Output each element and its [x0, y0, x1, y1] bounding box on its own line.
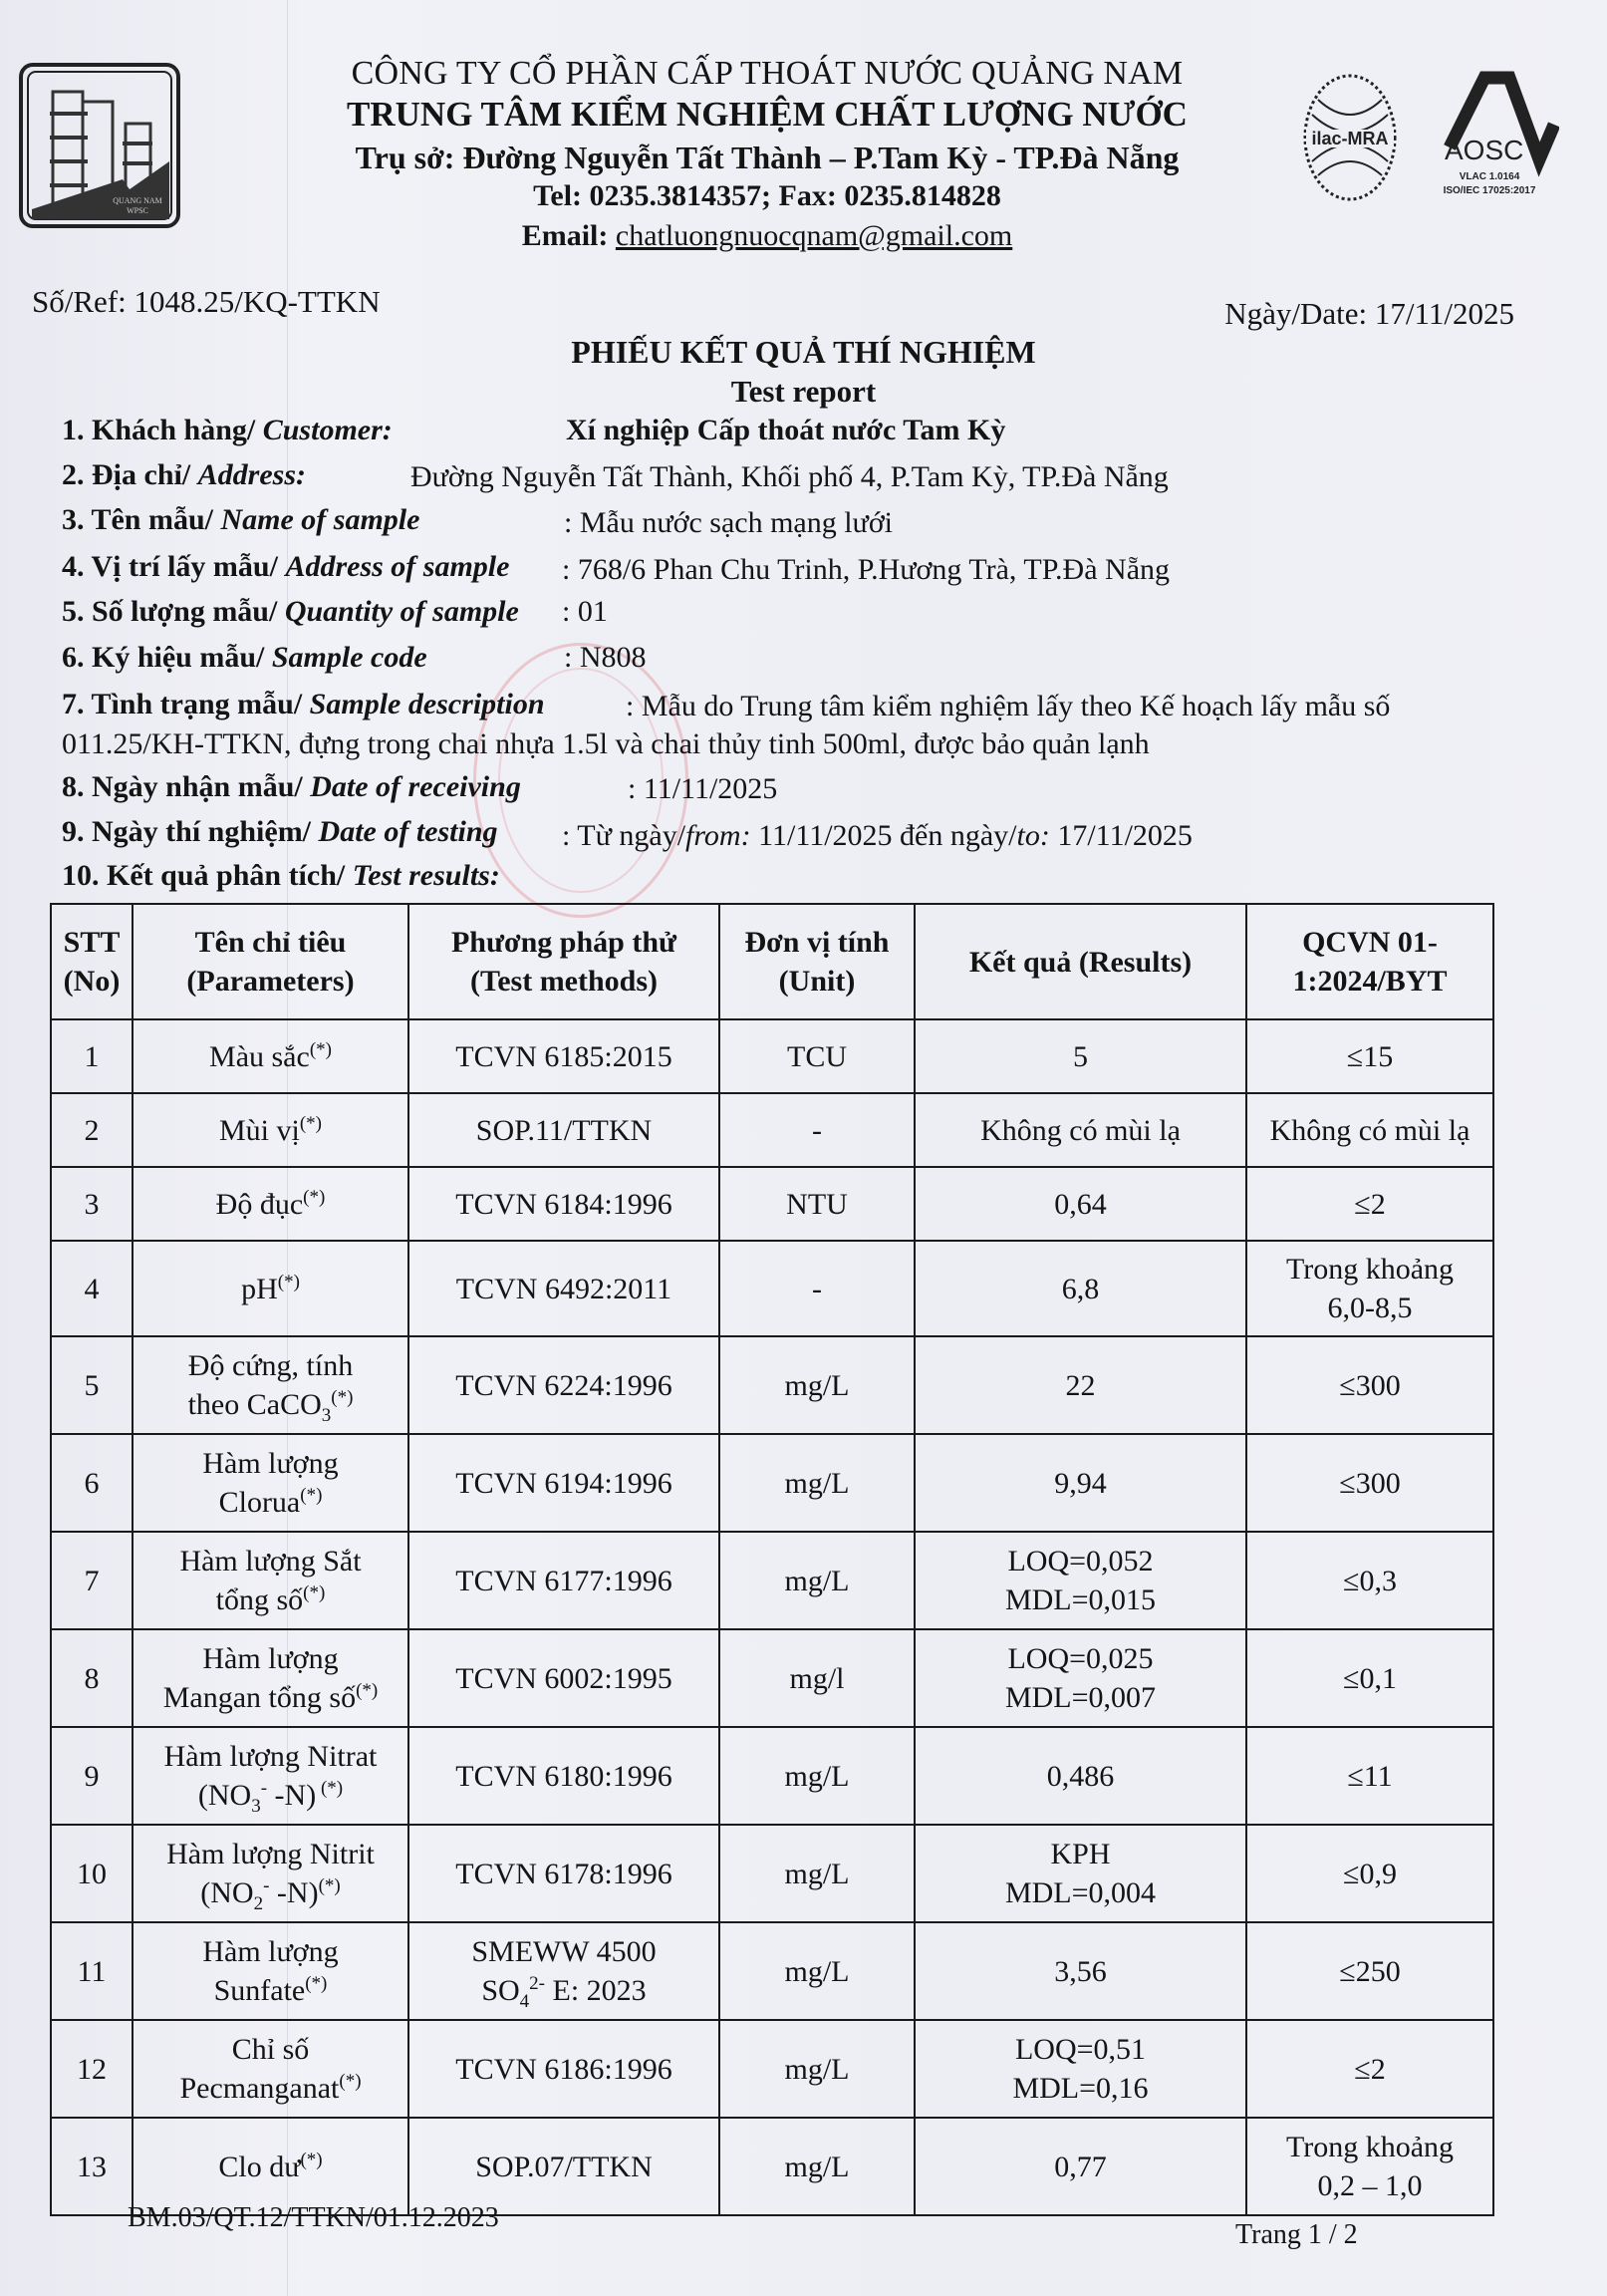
- info-quantity: 5. Số lượng mẫu/ Quantity of sample: [62, 595, 519, 628]
- cell-standard: ≤300: [1246, 1434, 1493, 1532]
- cell-no: 3: [51, 1167, 133, 1241]
- cell-standard: Không có mùi lạ: [1246, 1093, 1493, 1167]
- cell-standard: ≤2: [1246, 2020, 1493, 2118]
- cell-parameter: Hàm lượng Clorua(*): [133, 1434, 408, 1532]
- accreditation-logos: [1300, 70, 1559, 209]
- cell-parameter: Hàm lượng Mangan tổng số(*): [133, 1629, 408, 1727]
- cell-result: 22: [915, 1336, 1246, 1434]
- table-row: [51, 2020, 1493, 2118]
- svg-text:ISO/IEC 17025:2017: ISO/IEC 17025:2017: [1443, 185, 1536, 196]
- cell-standard: ≤300: [1246, 1336, 1493, 1434]
- table-row: [51, 1167, 1493, 1241]
- sample-address-value: : 768/6 Phan Chu Trinh, P.Hương Trà, TP.Đà Nẵng: [562, 553, 1171, 586]
- cell-result: 0,77: [915, 2118, 1246, 2215]
- cell-parameter: Hàm lượng Sắt tổng số(*): [133, 1532, 408, 1629]
- header-test-methods: Phương pháp thử (Test methods): [408, 904, 719, 1019]
- cell-result: 6,8: [915, 1241, 1246, 1336]
- table-row: [51, 1629, 1493, 1727]
- tel-fax: Tel: 0235.3814357; Fax: 0235.814828: [533, 179, 1001, 212]
- email-line: [239, 219, 1295, 253]
- info-sample-code: 6. Ký hiệu mẫu/ Sample code: [62, 641, 427, 674]
- cell-method: SMEWW 4500 $SO_4^{2-}$ E: 2023: [408, 1922, 719, 2020]
- address-value: Đường Nguyễn Tất Thành, Khối phố 4, P.Tam Kỳ, TP.Đà Nẵng: [410, 460, 1169, 493]
- center-name: TRUNG TÂM KIỂM NGHIỆM CHẤT LƯỢNG NƯỚC: [347, 95, 1188, 134]
- cell-result: 5: [915, 1019, 1246, 1093]
- cell-no: 13: [51, 2118, 133, 2215]
- info-sample-address: 4. Vị trí lấy mẫu/ Address of sample: [62, 550, 510, 583]
- cell-parameter: Chỉ số Pecmanganat(*): [133, 2020, 408, 2118]
- cell-no: 4: [51, 1241, 133, 1336]
- cell-no: 8: [51, 1629, 133, 1727]
- cell-unit: mg/L: [719, 2118, 915, 2215]
- header-results: Kết quả (Results): [915, 904, 1246, 1019]
- svg-text:ilac-MRA: ilac-MRA: [1311, 129, 1389, 148]
- page-number: Trang 1 / 2: [1235, 2219, 1358, 2250]
- info-sample-name: 3. Tên mẫu/ Name of sample: [62, 503, 420, 536]
- cell-no: 2: [51, 1093, 133, 1167]
- info-testing: 9. Ngày thí nghiệm/ Date of testing: [62, 815, 498, 848]
- cell-result: 0,64: [915, 1167, 1246, 1241]
- cell-no: 9: [51, 1727, 133, 1825]
- table-row: [51, 1727, 1493, 1825]
- cell-result: 3,56: [915, 1922, 1246, 2020]
- cell-method: TCVN 6186:1996: [408, 2020, 719, 2118]
- cell-method: SOP.07/TTKN: [408, 2118, 719, 2215]
- cell-result: KPH MDL=0,004: [915, 1825, 1246, 1922]
- info-receiving: 8. Ngày nhận mẫu/ Date of receiving: [62, 770, 521, 803]
- table-header-row: [51, 904, 1493, 1019]
- form-code: BM.03/QT.12/TTKN/01.12.2023: [128, 2202, 499, 2233]
- cell-unit: mg/L: [719, 1336, 915, 1434]
- company-logo: [18, 62, 181, 229]
- table-row: [51, 1922, 1493, 2020]
- svg-text:AOSC: AOSC: [1445, 135, 1524, 165]
- email-link[interactable]: chatluongnuocqnam@gmail.com: [615, 219, 1013, 252]
- company-name: CÔNG TY CỔ PHẦN CẤP THOÁT NƯỚC QUẢNG NAM: [351, 55, 1184, 92]
- info-description: 7. Tình trạng mẫu/ Sample description: [62, 688, 545, 720]
- cell-standard: ≤2: [1246, 1167, 1493, 1241]
- header-unit: Đơn vị tính (Unit): [719, 904, 915, 1019]
- cell-no: 10: [51, 1825, 133, 1922]
- cell-parameter: Clo dư(*): [133, 2118, 408, 2215]
- cell-parameter: Độ cứng, tính theo CaCO$_3$(*): [133, 1336, 408, 1434]
- cell-unit: mg/L: [719, 1434, 915, 1532]
- cell-unit: mg/L: [719, 1532, 915, 1629]
- cell-no: 5: [51, 1336, 133, 1434]
- cell-parameter: Hàm lượng Sunfate(*): [133, 1922, 408, 2020]
- table-row: [51, 1532, 1493, 1629]
- cell-method: TCVN 6002:1995: [408, 1629, 719, 1727]
- cell-parameter: Màu sắc(*): [133, 1019, 408, 1093]
- results-table: [50, 903, 1494, 2216]
- cell-standard: ≤15: [1246, 1019, 1493, 1093]
- cell-unit: -: [719, 1093, 915, 1167]
- cell-method: TCVN 6194:1996: [408, 1434, 719, 1532]
- cell-unit: mg/l: [719, 1629, 915, 1727]
- cell-no: 6: [51, 1434, 133, 1532]
- cell-standard: Trong khoảng 6,0-8,5: [1246, 1241, 1493, 1336]
- cell-method: TCVN 6180:1996: [408, 1727, 719, 1825]
- cell-unit: mg/L: [719, 1825, 915, 1922]
- aosc-icon: [1444, 78, 1554, 196]
- header-parameters: Tên chỉ tiêu (Parameters): [133, 904, 408, 1019]
- customer-value: Xí nghiệp Cấp thoát nước Tam Kỳ: [566, 414, 1006, 446]
- header-no: STT (No): [51, 904, 133, 1019]
- cell-parameter: pH(*): [133, 1241, 408, 1336]
- table-row: [51, 1241, 1493, 1336]
- cell-result: Không có mùi lạ: [915, 1093, 1246, 1167]
- testing-value: : Từ ngày/from: 11/11/2025 đến ngày/to: 17/11/2025: [562, 819, 1193, 852]
- cell-no: 12: [51, 2020, 133, 2118]
- description-value-1: : Mẫu do Trung tâm kiểm nghiệm lấy theo Kế hoạch lấy mẫu số: [626, 690, 1391, 722]
- report-subtitle: Test report: [730, 374, 877, 409]
- cell-result: LOQ=0,51 MDL=0,16: [915, 2020, 1246, 2118]
- table-row: [51, 1434, 1493, 1532]
- cell-unit: NTU: [719, 1167, 915, 1241]
- cell-standard: ≤11: [1246, 1727, 1493, 1825]
- cell-unit: mg/L: [719, 1922, 915, 2020]
- cell-method: TCVN 6224:1996: [408, 1336, 719, 1434]
- cell-standard: ≤0,9: [1246, 1825, 1493, 1922]
- receiving-value: : 11/11/2025: [628, 772, 778, 805]
- logo-text: WPSC: [127, 206, 148, 215]
- cell-unit: -: [719, 1241, 915, 1336]
- ilac-mra-icon: [1305, 76, 1395, 199]
- cell-method: TCVN 6178:1996: [408, 1825, 719, 1922]
- cell-no: 11: [51, 1922, 133, 2020]
- reference-number: Số/Ref: 1048.25/KQ-TTKN: [32, 284, 381, 319]
- sample-name-value: : Mẫu nước sạch mạng lưới: [564, 506, 894, 539]
- info-address: 2. Địa chỉ/ Address:: [62, 458, 307, 491]
- cell-result: LOQ=0,052 MDL=0,015: [915, 1532, 1246, 1629]
- cell-standard: ≤250: [1246, 1922, 1493, 2020]
- svg-text:VLAC 1.0164: VLAC 1.0164: [1459, 171, 1520, 182]
- logo-text: QUANG NAM: [113, 196, 162, 205]
- info-customer: 1. Khách hàng/ Customer:: [62, 414, 393, 446]
- cell-standard: ≤0,1: [1246, 1629, 1493, 1727]
- description-value-2: 011.25/KH-TTKN, đựng trong chai nhựa 1.5l và chai thủy tinh 500ml, được bảo quản lạnh: [62, 727, 1150, 760]
- table-row: [51, 1336, 1493, 1434]
- table-row: [51, 2118, 1493, 2215]
- table-row: [51, 1019, 1493, 1093]
- cell-standard: Trong khoảng 0,2 – 1,0: [1246, 2118, 1493, 2215]
- cell-standard: ≤0,3: [1246, 1532, 1493, 1629]
- sample-code-value: : N808: [564, 641, 647, 674]
- table-row: [51, 1093, 1493, 1167]
- cell-no: 7: [51, 1532, 133, 1629]
- quantity-value: : 01: [562, 595, 608, 628]
- cell-result: LOQ=0,025 MDL=0,007: [915, 1629, 1246, 1727]
- cell-method: TCVN 6492:2011: [408, 1241, 719, 1336]
- cell-method: SOP.11/TTKN: [408, 1093, 719, 1167]
- email-label: Email:: [521, 219, 609, 252]
- cell-unit: mg/L: [719, 1727, 915, 1825]
- cell-result: 0,486: [915, 1727, 1246, 1825]
- cell-method: TCVN 6177:1996: [408, 1532, 719, 1629]
- cell-method: TCVN 6184:1996: [408, 1167, 719, 1241]
- cell-unit: TCU: [719, 1019, 915, 1093]
- report-title: PHIẾU KẾT QUẢ THÍ NGHIỆM: [571, 334, 1036, 370]
- cell-parameter: Mùi vị(*): [133, 1093, 408, 1167]
- cell-parameter: Hàm lượng Nitrat ($NO_3^-$ -N) (*): [133, 1727, 408, 1825]
- info-results-heading: 10. Kết quả phân tích/ Test results:: [62, 859, 500, 892]
- cell-unit: mg/L: [719, 2020, 915, 2118]
- report-date: Ngày/Date: 17/11/2025: [1224, 296, 1514, 331]
- cell-parameter: Hàm lượng Nitrit ($NO_2^-$ -N)(*): [133, 1825, 408, 1922]
- cell-method: TCVN 6185:2015: [408, 1019, 719, 1093]
- header-standard: QCVN 01- 1:2024/BYT: [1246, 904, 1493, 1019]
- cell-result: 9,94: [915, 1434, 1246, 1532]
- cell-parameter: Độ đục(*): [133, 1167, 408, 1241]
- cell-no: 1: [51, 1019, 133, 1093]
- head-office-address: Trụ sở: Đường Nguyễn Tất Thành – P.Tam Kỳ - TP.Đà Nẵng: [355, 140, 1180, 175]
- table-row: [51, 1825, 1493, 1922]
